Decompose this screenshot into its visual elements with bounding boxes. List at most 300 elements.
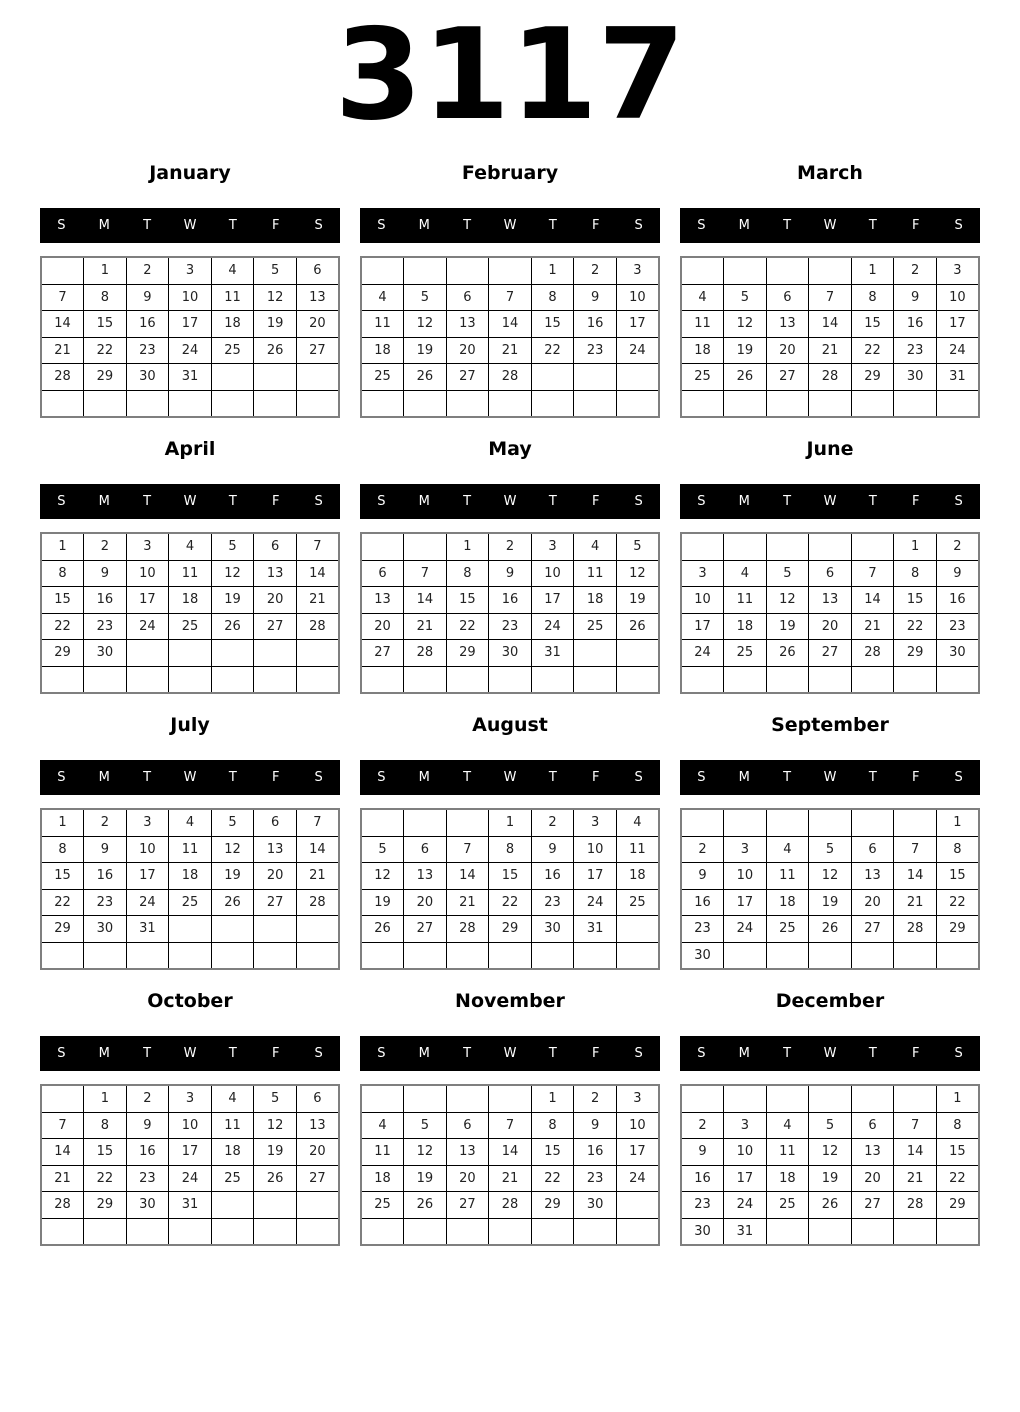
empty-cell bbox=[41, 257, 84, 284]
week-row bbox=[361, 916, 659, 943]
date-cell: 18 bbox=[724, 613, 767, 640]
date-cell: 19 bbox=[809, 1165, 852, 1192]
date-cell: 7 bbox=[296, 533, 339, 560]
date-cell: 22 bbox=[446, 613, 489, 640]
date-cell: 8 bbox=[84, 284, 127, 311]
date-cell: 9 bbox=[681, 863, 724, 890]
date-cell: 11 bbox=[766, 863, 809, 890]
weekday-label: W bbox=[823, 1046, 837, 1061]
week-row bbox=[361, 257, 659, 284]
date-cell: 12 bbox=[211, 560, 254, 587]
date-cell: 10 bbox=[126, 560, 169, 587]
empty-cell bbox=[531, 666, 574, 693]
date-cell: 13 bbox=[404, 863, 447, 890]
date-cell: 21 bbox=[296, 863, 339, 890]
date-cell: 10 bbox=[681, 587, 724, 614]
date-cell: 21 bbox=[296, 587, 339, 614]
empty-cell bbox=[126, 942, 169, 969]
empty-cell bbox=[404, 390, 447, 417]
weekday-header-bar bbox=[680, 760, 980, 795]
weekday-label: S bbox=[634, 1046, 643, 1061]
empty-cell bbox=[296, 364, 339, 391]
date-cell: 18 bbox=[361, 1165, 404, 1192]
month-november bbox=[360, 978, 660, 1246]
month-date-grid bbox=[360, 1084, 660, 1246]
week-row bbox=[681, 364, 979, 391]
date-cell: 15 bbox=[41, 863, 84, 890]
weekday-label: F bbox=[271, 770, 280, 785]
date-cell: 27 bbox=[254, 613, 297, 640]
empty-cell bbox=[809, 1085, 852, 1112]
date-cell: 12 bbox=[809, 863, 852, 890]
date-cell: 20 bbox=[254, 587, 297, 614]
empty-cell bbox=[361, 390, 404, 417]
date-cell: 8 bbox=[894, 560, 937, 587]
month-title: January bbox=[149, 162, 231, 184]
empty-cell bbox=[724, 809, 767, 836]
empty-cell bbox=[724, 257, 767, 284]
date-cell: 22 bbox=[851, 337, 894, 364]
empty-cell bbox=[724, 1085, 767, 1112]
date-cell: 25 bbox=[169, 889, 212, 916]
date-cell: 18 bbox=[169, 863, 212, 890]
date-cell: 10 bbox=[126, 836, 169, 863]
date-cell: 25 bbox=[616, 889, 659, 916]
date-cell: 27 bbox=[851, 1192, 894, 1219]
week-row bbox=[41, 640, 339, 667]
date-cell: 12 bbox=[211, 836, 254, 863]
date-cell: 11 bbox=[211, 1112, 254, 1139]
date-cell: 2 bbox=[574, 1085, 617, 1112]
month-may bbox=[360, 426, 660, 694]
date-cell: 14 bbox=[41, 311, 84, 338]
empty-cell bbox=[851, 1085, 894, 1112]
empty-cell bbox=[616, 942, 659, 969]
empty-cell bbox=[211, 1218, 254, 1245]
weekday-label: W bbox=[823, 494, 837, 509]
month-title: December bbox=[775, 990, 885, 1012]
weekday-label: T bbox=[463, 1046, 472, 1061]
weekday-label: T bbox=[228, 1046, 237, 1061]
date-cell: 30 bbox=[894, 364, 937, 391]
date-cell: 15 bbox=[936, 863, 979, 890]
month-title: June bbox=[806, 438, 854, 460]
empty-cell bbox=[894, 1085, 937, 1112]
weekday-label: W bbox=[183, 770, 197, 785]
empty-cell bbox=[211, 390, 254, 417]
empty-cell bbox=[616, 1192, 659, 1219]
date-cell: 27 bbox=[446, 364, 489, 391]
date-cell: 11 bbox=[724, 587, 767, 614]
date-cell: 4 bbox=[361, 284, 404, 311]
date-cell: 28 bbox=[404, 640, 447, 667]
month-date-grid bbox=[680, 808, 980, 970]
date-cell: 4 bbox=[361, 1112, 404, 1139]
date-cell: 4 bbox=[766, 1112, 809, 1139]
weekday-label: S bbox=[697, 770, 706, 785]
date-cell: 29 bbox=[489, 916, 532, 943]
date-cell: 2 bbox=[489, 533, 532, 560]
date-cell: 18 bbox=[766, 889, 809, 916]
date-cell: 26 bbox=[361, 916, 404, 943]
date-cell: 23 bbox=[936, 613, 979, 640]
week-row bbox=[41, 916, 339, 943]
date-cell: 28 bbox=[41, 364, 84, 391]
date-cell: 14 bbox=[296, 560, 339, 587]
week-row bbox=[41, 889, 339, 916]
weekday-label: S bbox=[634, 770, 643, 785]
date-cell: 2 bbox=[84, 809, 127, 836]
empty-cell bbox=[254, 942, 297, 969]
date-cell: 2 bbox=[681, 836, 724, 863]
date-cell: 26 bbox=[616, 613, 659, 640]
week-row bbox=[41, 613, 339, 640]
empty-cell bbox=[296, 1192, 339, 1219]
date-cell: 3 bbox=[169, 257, 212, 284]
date-cell: 1 bbox=[531, 257, 574, 284]
empty-cell bbox=[361, 533, 404, 560]
empty-cell bbox=[126, 640, 169, 667]
date-cell: 30 bbox=[126, 1192, 169, 1219]
week-row bbox=[361, 311, 659, 338]
date-cell: 17 bbox=[616, 1139, 659, 1166]
date-cell: 7 bbox=[41, 1112, 84, 1139]
week-row bbox=[41, 311, 339, 338]
date-cell: 25 bbox=[361, 1192, 404, 1219]
weekday-label: M bbox=[738, 770, 750, 785]
week-row bbox=[41, 364, 339, 391]
week-row bbox=[41, 836, 339, 863]
week-row bbox=[681, 533, 979, 560]
date-cell: 16 bbox=[84, 587, 127, 614]
date-cell: 15 bbox=[851, 311, 894, 338]
date-cell: 24 bbox=[126, 889, 169, 916]
week-row bbox=[41, 1139, 339, 1166]
date-cell: 21 bbox=[894, 889, 937, 916]
month-april bbox=[40, 426, 340, 694]
empty-cell bbox=[446, 390, 489, 417]
date-cell: 25 bbox=[574, 613, 617, 640]
weekday-label: F bbox=[911, 1046, 920, 1061]
empty-cell bbox=[361, 809, 404, 836]
date-cell: 7 bbox=[446, 836, 489, 863]
date-cell: 6 bbox=[254, 533, 297, 560]
date-cell: 17 bbox=[724, 889, 767, 916]
weekday-label: M bbox=[418, 218, 430, 233]
date-cell: 30 bbox=[84, 916, 127, 943]
date-cell: 28 bbox=[296, 613, 339, 640]
date-cell: 11 bbox=[169, 836, 212, 863]
empty-cell bbox=[404, 666, 447, 693]
date-cell: 8 bbox=[851, 284, 894, 311]
weekday-label: T bbox=[143, 1046, 152, 1061]
date-cell: 8 bbox=[531, 1112, 574, 1139]
date-cell: 24 bbox=[574, 889, 617, 916]
date-cell: 15 bbox=[894, 587, 937, 614]
date-cell: 7 bbox=[41, 284, 84, 311]
weekday-label: S bbox=[697, 218, 706, 233]
empty-cell bbox=[809, 809, 852, 836]
date-cell: 15 bbox=[531, 311, 574, 338]
date-cell: 27 bbox=[404, 916, 447, 943]
empty-cell bbox=[84, 666, 127, 693]
date-cell: 22 bbox=[531, 1165, 574, 1192]
date-cell: 13 bbox=[296, 284, 339, 311]
date-cell: 20 bbox=[446, 1165, 489, 1192]
week-row bbox=[681, 587, 979, 614]
date-cell: 24 bbox=[616, 1165, 659, 1192]
weekday-label: T bbox=[143, 218, 152, 233]
empty-cell bbox=[169, 640, 212, 667]
empty-cell bbox=[616, 916, 659, 943]
date-cell: 18 bbox=[681, 337, 724, 364]
date-cell: 9 bbox=[489, 560, 532, 587]
empty-cell bbox=[169, 666, 212, 693]
date-cell: 24 bbox=[616, 337, 659, 364]
date-cell: 27 bbox=[851, 916, 894, 943]
date-cell: 16 bbox=[489, 587, 532, 614]
week-row bbox=[681, 613, 979, 640]
weekday-label: M bbox=[98, 494, 110, 509]
date-cell: 3 bbox=[724, 1112, 767, 1139]
date-cell: 16 bbox=[126, 1139, 169, 1166]
weekday-label: F bbox=[591, 1046, 600, 1061]
date-cell: 1 bbox=[851, 257, 894, 284]
date-cell: 9 bbox=[126, 284, 169, 311]
date-cell: 21 bbox=[809, 337, 852, 364]
empty-cell bbox=[446, 1218, 489, 1245]
weekday-header-bar bbox=[40, 760, 340, 795]
date-cell: 2 bbox=[126, 257, 169, 284]
date-cell: 29 bbox=[41, 640, 84, 667]
empty-cell bbox=[574, 1218, 617, 1245]
empty-cell bbox=[211, 640, 254, 667]
empty-cell bbox=[851, 942, 894, 969]
date-cell: 4 bbox=[616, 809, 659, 836]
date-cell: 22 bbox=[894, 613, 937, 640]
date-cell: 2 bbox=[894, 257, 937, 284]
date-cell: 22 bbox=[41, 613, 84, 640]
date-cell: 7 bbox=[296, 809, 339, 836]
empty-cell bbox=[254, 364, 297, 391]
weekday-header-bar bbox=[40, 1036, 340, 1071]
month-date-grid bbox=[40, 532, 340, 694]
date-cell: 6 bbox=[296, 257, 339, 284]
empty-cell bbox=[254, 390, 297, 417]
empty-cell bbox=[531, 942, 574, 969]
date-cell: 22 bbox=[84, 337, 127, 364]
date-cell: 5 bbox=[404, 1112, 447, 1139]
date-cell: 13 bbox=[851, 1139, 894, 1166]
date-cell: 17 bbox=[574, 863, 617, 890]
empty-cell bbox=[126, 390, 169, 417]
date-cell: 19 bbox=[254, 311, 297, 338]
empty-cell bbox=[84, 1218, 127, 1245]
date-cell: 2 bbox=[574, 257, 617, 284]
weekday-label: W bbox=[503, 218, 517, 233]
date-cell: 6 bbox=[851, 1112, 894, 1139]
date-cell: 31 bbox=[531, 640, 574, 667]
weekday-label: T bbox=[783, 770, 792, 785]
weekday-label: S bbox=[377, 770, 386, 785]
empty-cell bbox=[41, 1218, 84, 1245]
date-cell: 3 bbox=[681, 560, 724, 587]
week-row bbox=[681, 311, 979, 338]
date-cell: 26 bbox=[211, 889, 254, 916]
date-cell: 14 bbox=[404, 587, 447, 614]
date-cell: 9 bbox=[894, 284, 937, 311]
date-cell: 18 bbox=[616, 863, 659, 890]
empty-cell bbox=[766, 809, 809, 836]
date-cell: 27 bbox=[809, 640, 852, 667]
weekday-header-bar bbox=[680, 1036, 980, 1071]
date-cell: 26 bbox=[766, 640, 809, 667]
date-cell: 11 bbox=[574, 560, 617, 587]
weekday-label: S bbox=[57, 494, 66, 509]
month-july bbox=[40, 702, 340, 970]
date-cell: 16 bbox=[84, 863, 127, 890]
empty-cell bbox=[404, 942, 447, 969]
empty-cell bbox=[724, 390, 767, 417]
empty-cell bbox=[616, 666, 659, 693]
empty-cell bbox=[211, 666, 254, 693]
date-cell: 7 bbox=[894, 1112, 937, 1139]
date-cell: 17 bbox=[616, 311, 659, 338]
empty-cell bbox=[361, 1085, 404, 1112]
date-cell: 5 bbox=[724, 284, 767, 311]
empty-cell bbox=[936, 390, 979, 417]
empty-cell bbox=[616, 640, 659, 667]
date-cell: 9 bbox=[84, 836, 127, 863]
empty-cell bbox=[766, 533, 809, 560]
date-cell: 30 bbox=[489, 640, 532, 667]
date-cell: 9 bbox=[531, 836, 574, 863]
empty-cell bbox=[361, 257, 404, 284]
weekday-label: W bbox=[183, 1046, 197, 1061]
week-row bbox=[41, 1218, 339, 1245]
week-row bbox=[361, 613, 659, 640]
date-cell: 9 bbox=[681, 1139, 724, 1166]
empty-cell bbox=[766, 1218, 809, 1245]
date-cell: 1 bbox=[446, 533, 489, 560]
date-cell: 27 bbox=[254, 889, 297, 916]
date-cell: 27 bbox=[766, 364, 809, 391]
date-cell: 18 bbox=[211, 311, 254, 338]
weekday-label: W bbox=[503, 1046, 517, 1061]
date-cell: 21 bbox=[489, 337, 532, 364]
empty-cell bbox=[211, 1192, 254, 1219]
date-cell: 13 bbox=[851, 863, 894, 890]
date-cell: 30 bbox=[84, 640, 127, 667]
date-cell: 14 bbox=[851, 587, 894, 614]
weekday-label: M bbox=[738, 218, 750, 233]
weekday-label: F bbox=[911, 494, 920, 509]
date-cell: 20 bbox=[361, 613, 404, 640]
empty-cell bbox=[894, 1218, 937, 1245]
date-cell: 8 bbox=[41, 836, 84, 863]
empty-cell bbox=[296, 942, 339, 969]
empty-cell bbox=[254, 666, 297, 693]
date-cell: 16 bbox=[574, 1139, 617, 1166]
date-cell: 24 bbox=[126, 613, 169, 640]
weekday-label: T bbox=[143, 494, 152, 509]
date-cell: 4 bbox=[681, 284, 724, 311]
empty-cell bbox=[809, 257, 852, 284]
empty-cell bbox=[489, 257, 532, 284]
date-cell: 25 bbox=[766, 1192, 809, 1219]
date-cell: 5 bbox=[809, 836, 852, 863]
empty-cell bbox=[41, 1085, 84, 1112]
date-cell: 31 bbox=[724, 1218, 767, 1245]
date-cell: 24 bbox=[169, 1165, 212, 1192]
date-cell: 10 bbox=[616, 1112, 659, 1139]
week-row bbox=[41, 257, 339, 284]
weekday-label: F bbox=[591, 770, 600, 785]
date-cell: 25 bbox=[211, 337, 254, 364]
date-cell: 7 bbox=[489, 1112, 532, 1139]
date-cell: 5 bbox=[404, 284, 447, 311]
weekday-label: S bbox=[314, 1046, 323, 1061]
date-cell: 12 bbox=[404, 311, 447, 338]
empty-cell bbox=[766, 1085, 809, 1112]
weekday-header-bar bbox=[40, 484, 340, 519]
date-cell: 21 bbox=[41, 1165, 84, 1192]
week-row bbox=[681, 1218, 979, 1245]
weekday-label: W bbox=[183, 218, 197, 233]
date-cell: 15 bbox=[41, 587, 84, 614]
date-cell: 3 bbox=[126, 809, 169, 836]
date-cell: 16 bbox=[126, 311, 169, 338]
week-row bbox=[681, 1165, 979, 1192]
week-row bbox=[41, 560, 339, 587]
empty-cell bbox=[446, 809, 489, 836]
date-cell: 26 bbox=[809, 916, 852, 943]
date-cell: 26 bbox=[254, 1165, 297, 1192]
date-cell: 13 bbox=[254, 560, 297, 587]
week-row bbox=[681, 916, 979, 943]
weekday-label: M bbox=[98, 770, 110, 785]
empty-cell bbox=[894, 666, 937, 693]
weekday-header-bar bbox=[360, 760, 660, 795]
date-cell: 4 bbox=[211, 1085, 254, 1112]
date-cell: 28 bbox=[851, 640, 894, 667]
date-cell: 19 bbox=[211, 587, 254, 614]
weekday-header-bar bbox=[680, 208, 980, 243]
date-cell: 13 bbox=[446, 311, 489, 338]
week-row bbox=[681, 640, 979, 667]
week-row bbox=[41, 284, 339, 311]
empty-cell bbox=[296, 666, 339, 693]
date-cell: 18 bbox=[766, 1165, 809, 1192]
weekday-label: T bbox=[463, 494, 472, 509]
weekday-label: T bbox=[868, 1046, 877, 1061]
weekday-label: M bbox=[418, 494, 430, 509]
date-cell: 7 bbox=[809, 284, 852, 311]
month-february bbox=[360, 150, 660, 418]
week-row bbox=[41, 533, 339, 560]
date-cell: 14 bbox=[446, 863, 489, 890]
date-cell: 5 bbox=[361, 836, 404, 863]
date-cell: 24 bbox=[531, 613, 574, 640]
week-row bbox=[361, 364, 659, 391]
date-cell: 10 bbox=[574, 836, 617, 863]
date-cell: 19 bbox=[404, 1165, 447, 1192]
date-cell: 6 bbox=[851, 836, 894, 863]
empty-cell bbox=[296, 640, 339, 667]
date-cell: 31 bbox=[169, 364, 212, 391]
date-cell: 22 bbox=[936, 1165, 979, 1192]
month-title: August bbox=[472, 714, 548, 736]
